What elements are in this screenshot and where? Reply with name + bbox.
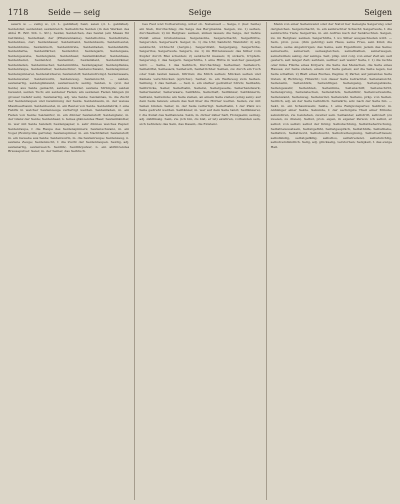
header-left-title: Seide — seig [48, 8, 101, 17]
column-middle-text: bes Fest und Vorbereitung, unter ob. Nebenseit — Seige, f. (ber. Seihe) ein Sieb, Durchschlag; die Seige des Bergmanns. Seigen, zw. 1) seihen, durchseihen; 2) im Bergbau: senken, sinken lassen; die Seige, der tiefste Punkt eines Grubenbaues. Seigensohle, Seigerschacht, Seigerhütte, Seigerofen, Seigerwerk. Seiger, m. 1) die Uhr, Sanduhr, Wanduhr; 2) adj. senkrecht, lothrecht (bergm.). Seigerdraht, Seigergang, Seigerhöhe, Seigerriss, Seigerteufe. Seigern, zw. 1) im Hüttenwesen: das Silber vom Kupfer durch Blei scheiden; 2) senkrecht messen; 3) sickern, tröpfeln. Seigerung, f. das Seigern. Seigerhütte, f. eine Hütte in welcher geseigert wird. — Seihe, f. das Seihtuch, Durchschlag; Seiheimer, Seihekorb, Seihelöffel, Seihesack, Seihetuch, Seihetrichter. Seihen, zw. durch ein Tuch oder Sieb laufen lassen, filtriren; die Milch seihen; Mücken seihen und Kamele verschlucken (sprichw.). Seiher, m. ein Werkzeug zum Seihen. Seihung, f. das Seihen. — Seil, n. ein starker gedrehter Strick; Seilbahn, Seilbrücke, Seiler, Seilerbahn, Seilerei, Seilergeselle, Seilerhandwerk, Seilermeister, Seilerwaare, Seilfähre, Seilschaft, Seiltänzer, Seiltänzerin, Seiltanz, Seilwinde; am Seile ziehen, an einem Seile ziehen (einig sein); auf dem Seile tanzen; einem das Seil über die Hörner werfen. Seilen, zw. mit Seilen binden. Seiler, m. der Seile verfertigt. Seilerbahn, f. der Platz wo Seile gedreht werden. Seiltänzer, m. wer auf dem Seile tanzt; Seiltänzerei, f. die Kunst des Seiltanzens. Seim, m. dicker zäher Saft, Honigseim; seimig, adj. zähflüssig. Sein, zw. (ich bin, du bist, er ist) existiren, vorhanden sein, sich befinden; das Sein, das Dasein, die Existenz. [139, 22, 261, 127]
text-columns [8, 22, 392, 500]
header-center-title: Seige [188, 8, 212, 17]
column-right [266, 22, 392, 500]
page-header [8, 6, 392, 21]
column-right-text: Mann von einer Seitenwand oder der Natur her Geneigte Seigerung oder dergleichen. Seigerschacht, m. ein senkrechter Schacht; Seigerteufe, f. die senkrechte Tiefe; Seigerriss, m. ein Aufriss nach der Senkrechten. Seigen, zw. im Bergbau: senken. Seigerhütte, f. wo Silber ausgeschieden wird. — Sein, pron. poss. (ihm gehörig) sein Haus, seine Frau, sein Kind; die Seinen, seine Angehörigen; das Seine, sein Eigenthum; jedem das Seine; seinerseits, seinerzeit, seinesgleichen, seinethalben, seinetwegen, seinetwillen; seinig, der seinige. Seit, präp. und conj. von einer Zeit an; seit gestern, seit langer Zeit; seitdem, seither; seit wann? Seite, f. 1) die rechte oder linke Fläche eines Körpers; die Seite des Menschen, die Seite eines Hauses; zur Seite stehen, einem zur Seite gehen; auf die Seite legen, bei Seite schaffen; 2) Blatt eines Buches, Pagina; 3) Partei; auf jemandes Seite treten; 4) Richtung, Hinsicht; von dieser Seite betrachtet. Seitenansicht, Seitenarm, Seitenblick, Seitenflügel, Seitengang, Seitengebäude, Seitengewehr, Seitenhieb, Seitenlinie, Seitenschiff, Seitenschritt, Seitensprung, Seitenstechen, Seitenstück, Seitenthür, Seitenverwandte, Seitenwand, Seitenweg, Seitenwind, Seitenzahl. Seitens, präp. von Seiten. Seitlich, adj. an der Seite befindlich. Seitwärts, adv. nach der Seite hin. — Sekt, m. ein Schaumwein; Sekte, f. eine Religionspartei; Sektirer, m. Anhänger einer Sekte. Sekunde, f. der sechzigste Theil einer Minute; sekundiren, zw. beistehen, zweiter sein. Selbander, selbdritt, selbviert (zu zweien, zu dreien). Selbst, pron. eigen, in eigener Person; ich selbst, er selbst; von selbst; selbst der König; Selbstachtung, Selbstbeherrschung, Selbstbewusstsein, Selbstgefühl, Selbstgespräch, Selbsthülfe, Selbstliebe, Selbstlob, Selbstmord, Selbstsucht, Selbstverleugnung, Selbstvertrauen; selbständig, selbstgefällig, selbstlos, selbstredend, selbstsüchtig, selbstverständlich. Selig, adj. glückselig, verstorben; Seligkeit, f. das ewige Heil. [270, 22, 392, 149]
header-right-title: Seigen [364, 8, 392, 17]
column-left-text: seiern w. — zeilig w., (d. L. geblähet) Seid, seien (d. L. geblähet). Seidebdar, seidenbar, seidenreich. Seibebliche Seiden (in den Werken des Abbé H. Bdr. Stb. L. Str.). Seidel, Seidelchen, das Seidel (ein Maass für Getränke), Seidelbast, der (Pflanzenname), Seidelbohne, Seidelbreite, Seidenbau, der; Seidenbauer, Seidenband, Seidenbaum, Seidenbeutel, Seidenblume, Seidenbuch, Seidenbürste, Seidenfaden, Seidenfabrik, Seidenfarbe, Seidenfärber, Seidenflor, Seidengarn, Seidengaze, Seidengewebe, Seidenglanz, Seidenhaar, Seidenhändler, Seidenhase, Seidenhemd, Seidenhof, Seidenhut, Seidenkleid, Seidenkrämer, Seidenladen, Seidenmacher, Seidenmühle, Seidenpapier, Seidenpflanze, Seidenraupe, Seidenreiher, Seidenschnur, Seidenschwanz, Seidenspinner, Seidenspinnerei, Seidenstickerei, Seidenstoff, Seidenstrumpf, Seidenwaare, Seidenweber, Seidenwurm, Seidenzeug, Seidenzucht, — seiden, seidenartig, seidenglänzend, seidenweich; seidig. Seiden, n. (von der Seide) aus Seide gemacht, seidene Kleider, seidene Strümpfe; seiden Gewand, seiden Tuch; ein seidener Faden; am seidenen Faden hängen (in grosser Gefahr sein). Seidenartig, adj. wie Seide; Seidenbau, m. die Zucht der Seidenraupen und Gewinnung der Seide. Seidenbaum, m. der weisse Maulbeerbaum. Seidenbeutel, m. ein Beutel von Seide. Seidenfabrik, f. eine Fabrik in welcher Seidenzeuge verfertigt werden. Seidenfaden, m. ein Faden von Seide; Seidenflor, m. ein dünner Seidenstoff; Seidenglanz, m. der Glanz der Seide; Seidenhaar, n. feines glänzendes Haar; Seidenhändler, m. wer mit Seide handelt; Seidenpapier, n. sehr dünnes weiches Papier; Seidenraupe, f. die Raupe des Seidenspinners; Seidenschwanz, m. ein Vogel (Bombycilla garrula); Seidenspinner, m. ein Nachtfalter; Seidenstoff, m. ein Gewebe aus Seide; Seidenwurm, m. die Seidenraupe; Seidenzeug, n. seidene Zeuge; Seidenzucht, f. die Zucht der Seidenraupen. Seidig, adj. seidenartig, seidenweich. Seidlitz, Seidlitzpulver, n. ein abführendes Brausepulver. Seier, m. der Seiher, das Seihtuch. [8, 22, 130, 154]
page-number: 1718 [8, 8, 29, 17]
column-middle [134, 22, 260, 500]
column-left [8, 22, 129, 500]
